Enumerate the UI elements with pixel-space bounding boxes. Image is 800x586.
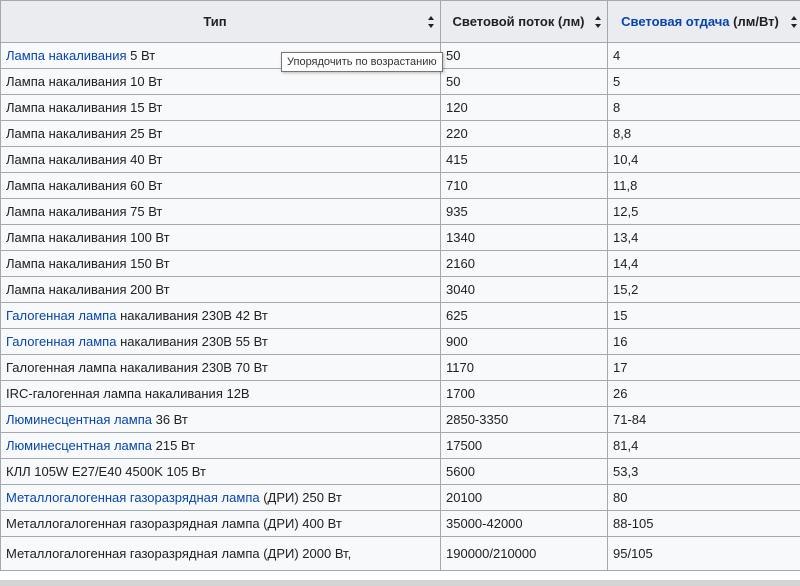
cell-text: КЛЛ 105W E27/E40 4500K 105 Вт [6,463,207,479]
cell-type [1,95,441,121]
cell-flux: 2850-3350 [441,407,608,433]
cell-type [1,121,441,147]
cell-type [1,303,441,329]
cell-text: Лампа накаливания 40 Вт [6,151,163,167]
header-efficacy[interactable] [608,1,800,43]
table-header-row [1,1,800,43]
wiki-link[interactable]: Люминесцентная лампа [6,411,152,427]
cell-type [1,381,441,407]
cell-text: Лампа накаливания 25 Вт [6,125,163,141]
cell-text: (ДРИ) 250 Вт [259,489,342,505]
cell-flux: 935 [441,199,608,225]
cell-type [1,355,441,381]
cell-efficacy: 95/105 [608,537,800,571]
table-row [1,355,800,381]
cell-flux: 50 [441,69,608,95]
cell-text: Металлогалогенная газоразрядная лампа (ДРИ) 2000 Вт, [6,545,352,561]
cell-flux: 1170 [441,355,608,381]
sort-icon[interactable] [428,16,434,28]
cell-flux: 20100 [441,485,608,511]
table-row [1,121,800,147]
cell-type [1,459,441,485]
cell-flux: 120 [441,95,608,121]
cell-type [1,511,441,537]
cell-efficacy: 12,5 [608,199,800,225]
wiki-link[interactable]: Люминесцентная лампа [6,437,152,453]
wiki-link[interactable]: Галогенная лампа [6,333,117,349]
cell-type [1,199,441,225]
header-flux-label [452,14,584,29]
sort-icon[interactable] [791,16,797,28]
cell-type [1,225,441,251]
cell-type [1,485,441,511]
cell-type [1,537,441,571]
table-row [1,381,800,407]
cell-efficacy: 8 [608,95,800,121]
table-row [1,511,800,537]
table-row [1,225,800,251]
wiki-link[interactable]: Лампа накаливания [6,47,127,63]
cell-efficacy: 26 [608,381,800,407]
table-row [1,537,800,571]
table-row [1,173,800,199]
table-row [1,277,800,303]
wiki-link[interactable]: Металлогалогенная газоразрядная лампа [6,489,260,505]
cell-efficacy: 11,8 [608,173,800,199]
table-body [1,43,800,571]
cell-flux: 50 [441,43,608,69]
table-row [1,329,800,355]
cell-type [1,173,441,199]
sort-icon[interactable] [595,16,601,28]
cell-text: Световой поток (лм) [452,13,585,29]
cell-text: (лм/Вт) [729,13,779,29]
table-row [1,199,800,225]
cell-flux: 190000/210000 [441,537,608,571]
cell-text: IRC-галогенная лампа накаливания 12В [6,385,250,401]
header-efficacy-label [621,14,779,29]
cell-flux: 900 [441,329,608,355]
cell-flux: 3040 [441,277,608,303]
cell-text: накаливания 230В 42 Вт [116,307,268,323]
cell-efficacy: 88-105 [608,511,800,537]
table-row [1,95,800,121]
cell-type [1,329,441,355]
window-bottom-edge [0,580,800,586]
cell-flux: 415 [441,147,608,173]
table-row [1,433,800,459]
cell-flux: 2160 [441,251,608,277]
cell-efficacy: 15,2 [608,277,800,303]
cell-flux: 1340 [441,225,608,251]
table-row [1,485,800,511]
table-row [1,251,800,277]
header-type-label [203,14,226,29]
table-row [1,147,800,173]
cell-efficacy: 81,4 [608,433,800,459]
cell-efficacy: 17 [608,355,800,381]
cell-flux: 5600 [441,459,608,485]
cell-efficacy: 71-84 [608,407,800,433]
cell-text: Лампа накаливания 60 Вт [6,177,163,193]
wiki-link[interactable]: Световая отдача [621,13,730,29]
wiki-link[interactable]: Галогенная лампа [6,307,117,323]
cell-efficacy: 5 [608,69,800,95]
cell-type [1,147,441,173]
cell-efficacy: 8,8 [608,121,800,147]
cell-text: Металлогалогенная газоразрядная лампа (ДРИ) 400 Вт [6,515,342,531]
cell-flux: 1700 [441,381,608,407]
cell-type [1,433,441,459]
cell-efficacy: 13,4 [608,225,800,251]
cell-text: 36 Вт [152,411,188,427]
cell-flux: 35000-42000 [441,511,608,537]
cell-efficacy: 14,4 [608,251,800,277]
cell-efficacy: 15 [608,303,800,329]
cell-text: Лампа накаливания 100 Вт [6,229,170,245]
cell-efficacy: 10,4 [608,147,800,173]
cell-efficacy: 16 [608,329,800,355]
header-flux[interactable] [441,1,608,43]
cell-text: Лампа накаливания 15 Вт [6,99,163,115]
cell-text: 215 Вт [152,437,196,453]
cell-text: накаливания 230В 55 Вт [116,333,268,349]
header-type[interactable] [1,1,441,43]
cell-flux: 625 [441,303,608,329]
cell-type [1,69,441,95]
cell-efficacy: 80 [608,485,800,511]
cell-type [1,407,441,433]
cell-type [1,251,441,277]
cell-flux: 710 [441,173,608,199]
cell-type [1,277,441,303]
table-row [1,407,800,433]
cell-flux: 17500 [441,433,608,459]
cell-text: Лампа накаливания 75 Вт [6,203,163,219]
sort-tooltip: Упорядочить по возрастанию [281,52,443,72]
cell-text: Тип [203,13,227,29]
cell-efficacy: 4 [608,43,800,69]
table-row [1,69,800,95]
table-row [1,303,800,329]
cell-flux: 220 [441,121,608,147]
cell-text: Галогенная лампа накаливания 230В 70 Вт [6,359,268,375]
table-row [1,459,800,485]
cell-text: Лампа накаливания 10 Вт [6,73,163,89]
cell-text: Лампа накаливания 200 Вт [6,281,170,297]
cell-text: 5 Вт [126,47,156,63]
cell-text: Лампа накаливания 150 Вт [6,255,170,271]
cell-efficacy: 53,3 [608,459,800,485]
